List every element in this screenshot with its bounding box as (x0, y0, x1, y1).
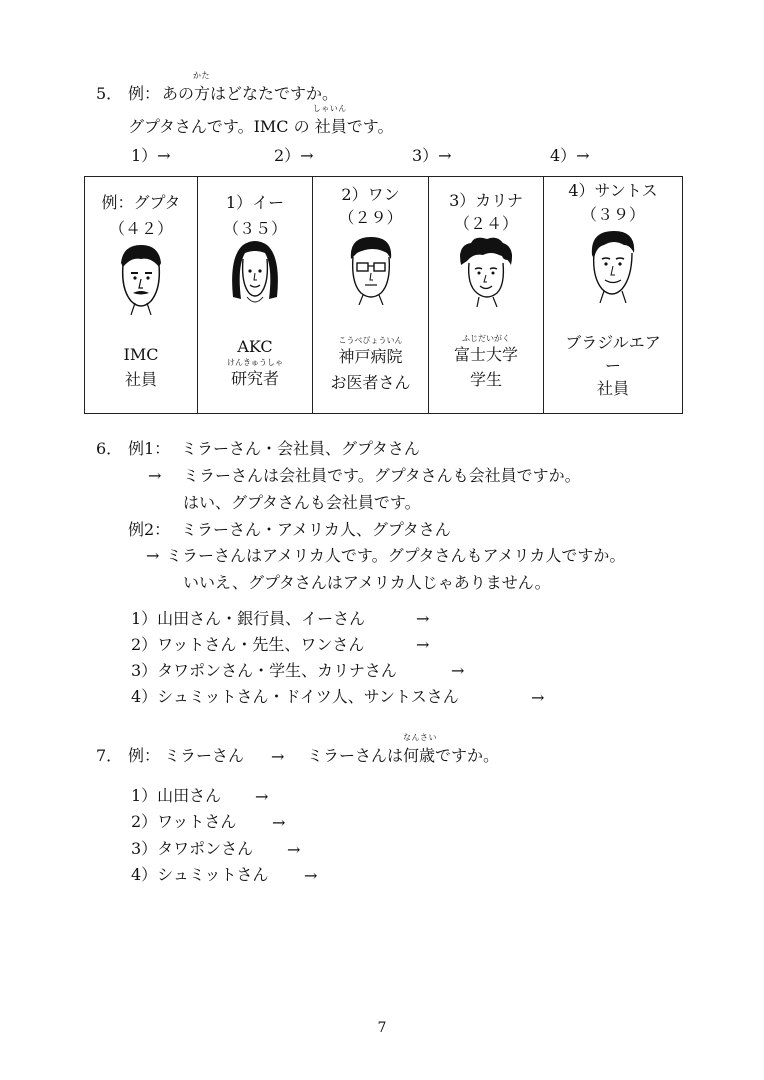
q6-item-2: 2）ワットさん・先生、ワンさん (131, 635, 365, 654)
q7-answer-ruby: なんさい (403, 733, 438, 742)
person-org: IMC (123, 345, 159, 364)
person-cell-yi (198, 177, 313, 414)
q5-question-pre: あの (162, 84, 195, 103)
person-org: AKC (237, 337, 273, 356)
people-table (84, 176, 683, 414)
person-role: 学生 (469, 370, 502, 389)
q6-example1-prompt: ミラーさん・会社員、グプタさん (181, 439, 420, 458)
q6-example1-label: 例1： (128, 439, 171, 458)
q6-item-4: 4）シュミットさん・ドイツ人、サントスさん (131, 687, 459, 706)
person-org: ブラジルエア (565, 333, 661, 352)
q7-answer-post: ですか。 (435, 746, 500, 765)
person-name: 1）イー (225, 193, 285, 212)
q5-item-3: 3）→ (412, 146, 452, 165)
q5-question-ruby: かた (193, 71, 211, 80)
q7-item-1: 1）山田さん (131, 786, 222, 805)
person-name: 4）サントス (568, 181, 658, 200)
q6-example1-line2: はい、グプタさんも会社員です。 (183, 493, 421, 512)
yi-portrait-icon (227, 237, 283, 307)
person-cell-santos (544, 177, 683, 414)
q6-example1-line1: ミラーさんは会社員です。グプタさんも会社員ですか。 (183, 466, 581, 485)
person-cell-karina (429, 177, 544, 414)
q7-number: 7． (96, 746, 123, 765)
q6-example2-label: 例2： (128, 520, 171, 539)
person-role: 社員 (596, 379, 629, 398)
q6-example2-line2: いいえ、グプタさんはアメリカ人じゃありません。 (183, 573, 551, 592)
q6-item-1: 1）山田さん・銀行員、イーさん (131, 609, 366, 628)
q7-item-4: 4）シュミットさん (131, 865, 269, 884)
person-age: （２４） (453, 214, 518, 233)
q7-example-arrow-icon: → (271, 747, 285, 766)
person-org: 富士大学 (453, 345, 518, 364)
person-cell-gupta (85, 177, 198, 414)
person-name: 3）カリナ (449, 191, 523, 210)
q7-answer-kanji: なんさい 何歳 (403, 733, 438, 765)
q5-example-answer (128, 104, 394, 136)
person-org-ruby: ふじだいがく (462, 334, 510, 343)
q6-item-3: 3）タワポンさん・学生、カリナさん (131, 661, 397, 680)
q7-answer-pre: ミラーさんは (307, 746, 404, 765)
person-age: （３５） (222, 219, 287, 238)
q5-number: 5． (96, 84, 123, 103)
q6-example2-prompt: ミラーさん・アメリカ人、グプタさん (181, 520, 451, 539)
person-org-ruby: こうべびょういん (338, 336, 403, 345)
wang-portrait-icon (343, 233, 399, 305)
q7-example-label: 例： (128, 746, 161, 765)
q5-item-4: 4）→ (550, 146, 590, 165)
person-age: （４２） (108, 219, 173, 238)
karina-portrait-icon (455, 235, 517, 309)
q7-item-2: 2）ワットさん (131, 812, 237, 831)
person-role: 社員 (124, 370, 157, 389)
person-role: お医者さん (330, 373, 411, 392)
q5-item-2: 2）→ (274, 146, 314, 165)
person-org: 神戸病院 (338, 347, 403, 366)
q6-item-3-arrow-icon: → (451, 661, 465, 680)
page-number: 7 (377, 1020, 387, 1036)
q7-item-3-arrow-icon: → (287, 840, 301, 859)
q5-example-question (162, 71, 339, 103)
q7-example-answer (307, 733, 500, 765)
q6-number: 6． (96, 439, 123, 458)
person-age: （２９） (338, 208, 403, 227)
person-role: 研究者 (230, 369, 279, 388)
q5-answer-ruby: しゃいん (312, 104, 347, 113)
person-org-continued: ー (604, 356, 621, 375)
q7-item-3: 3）タワポンさん (131, 839, 254, 858)
q6-example2-line1: ミラーさんはアメリカ人です。グプタさんもアメリカ人ですか。 (166, 546, 626, 565)
q7-example-prompt: ミラーさん (164, 746, 245, 765)
q5-answer-post: です。 (346, 117, 394, 136)
person-name: 例：グプタ (101, 193, 181, 212)
person-role-ruby: けんきゅうしゃ (227, 358, 283, 367)
q5-answer-kanji: しゃいん 社員 (312, 104, 347, 136)
q5-item-1: 1）→ (131, 146, 171, 165)
q6-item-4-arrow-icon: → (531, 688, 545, 707)
santos-portrait-icon (584, 227, 642, 303)
q5-question-kanji: かた 方 (193, 71, 211, 103)
person-age: （３９） (580, 205, 645, 224)
q7-item-1-arrow-icon: → (255, 787, 269, 806)
q5-answer-pre: グプタさんです。IMC の (128, 117, 315, 136)
person-name: 2）ワン (341, 185, 400, 204)
q6-item-2-arrow-icon: → (416, 635, 430, 654)
q7-item-4-arrow-icon: → (304, 866, 318, 885)
person-cell-wang (313, 177, 429, 414)
q5-question-post: はどなたですか。 (210, 84, 339, 103)
q7-item-2-arrow-icon: → (272, 813, 286, 832)
q6-example2-arrow-icon: → (146, 546, 160, 565)
gupta-portrait-icon (111, 241, 171, 315)
q5-example-label: 例： (128, 84, 161, 103)
q6-example1-arrow-icon: → (148, 466, 162, 485)
q6-item-1-arrow-icon: → (416, 609, 430, 628)
